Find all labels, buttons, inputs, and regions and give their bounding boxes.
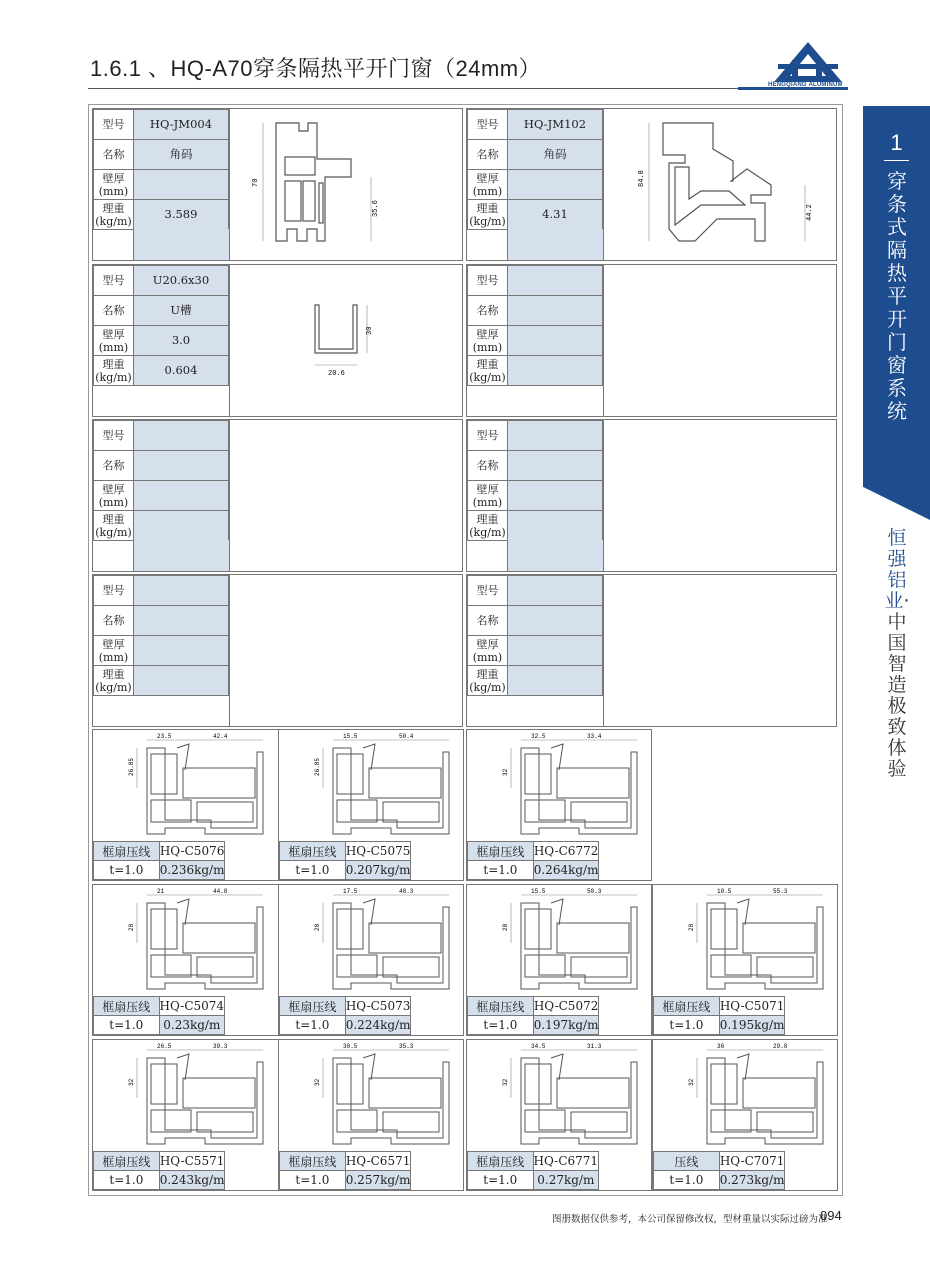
profile-jm004-drawing	[231, 109, 461, 259]
bead-drawing	[653, 1040, 837, 1152]
product-card	[466, 419, 837, 572]
spec-label-weight: 理重(kg/m)	[95, 512, 132, 539]
dim-label: 30	[366, 326, 374, 335]
spec-label-thickness: 壁厚(mm)	[468, 481, 508, 511]
chapter-number: 1	[890, 130, 903, 155]
spec-label-name: 名称	[94, 140, 134, 170]
bead-weight: 0.236kg/m	[159, 861, 225, 880]
spec-value-name	[507, 451, 602, 481]
dim-label: 44.8	[213, 888, 228, 895]
product-card	[92, 574, 463, 727]
bead-weight: 0.264kg/m	[533, 861, 599, 880]
spec-value-name: U槽	[133, 296, 228, 326]
product-card	[466, 574, 837, 727]
page-number: 094	[820, 1208, 842, 1223]
spec-label-weight: 理重(kg/m)	[469, 667, 506, 694]
spec-value-model	[507, 576, 602, 606]
spec-value-thickness	[507, 481, 602, 511]
brand-logo-text: HENGQIANG ALUMINUM	[768, 82, 843, 88]
bead-type: 框扇压线	[94, 997, 160, 1016]
bead-code: HQ-C6571	[345, 1152, 411, 1171]
bead-cell	[466, 884, 652, 1036]
dim-label: 84.8	[638, 170, 646, 187]
card-divider	[603, 265, 604, 416]
bead-weight: 0.197kg/m	[533, 1016, 599, 1035]
dim-label: 28	[128, 923, 135, 931]
spec-value-weight	[507, 511, 602, 541]
spec-label-weight: 理重(kg/m)	[95, 357, 132, 384]
spec-value-name: 角码	[133, 140, 228, 170]
dim-label: 32	[502, 768, 509, 776]
bead-code: HQ-C5076	[159, 842, 225, 861]
bead-type: 框扇压线	[654, 997, 720, 1016]
spec-value-weight	[507, 666, 602, 696]
dim-label: 10.5	[717, 888, 732, 895]
dim-label: 50.4	[399, 733, 414, 740]
bead-cell	[466, 729, 652, 881]
spec-label-name: 名称	[94, 606, 134, 636]
spec-label-name: 名称	[468, 140, 508, 170]
dim-label: 26.5	[157, 1043, 172, 1050]
profile-drawing	[605, 575, 836, 726]
bead-thickness: t=1.0	[280, 861, 346, 880]
bead-drawing	[467, 730, 651, 842]
bead-weight: 0.243kg/m	[159, 1171, 225, 1190]
bead-drawing	[653, 885, 837, 997]
spec-value-model	[133, 576, 228, 606]
spec-label-thickness: 壁厚(mm)	[468, 636, 508, 666]
spec-value-thickness	[507, 170, 602, 200]
spec-value-weight: 0.604	[133, 356, 228, 386]
bead-thickness: t=1.0	[654, 1016, 720, 1035]
bead-type: 框扇压线	[94, 1152, 160, 1171]
bead-weight: 0.257kg/m	[345, 1171, 411, 1190]
spec-label-weight: 理重(kg/m)	[95, 667, 132, 694]
card-divider	[603, 575, 604, 726]
bead-thickness: t=1.0	[468, 861, 534, 880]
bead-weight: 0.195kg/m	[719, 1016, 785, 1035]
bead-weight: 0.23kg/m	[159, 1016, 225, 1035]
bead-drawing	[93, 730, 278, 842]
bead-code: HQ-C6772	[533, 842, 599, 861]
dim-label: 28	[688, 923, 695, 931]
bead-code: HQ-C5075	[345, 842, 411, 861]
spec-value-model	[133, 421, 228, 451]
bead-code: HQ-C5072	[533, 997, 599, 1016]
spec-value-name	[507, 606, 602, 636]
bead-code: HQ-C5071	[719, 997, 785, 1016]
spec-value-thickness	[133, 636, 228, 666]
dim-label: 28	[502, 923, 509, 931]
dim-label: 32	[688, 1078, 695, 1086]
profile-jm102-drawing	[605, 109, 835, 259]
dim-label: 32	[502, 1078, 509, 1086]
bead-type: 压线	[654, 1152, 720, 1171]
bead-thickness: t=1.0	[94, 861, 160, 880]
bead-weight: 0.207kg/m	[345, 861, 411, 880]
spec-label-model: 型号	[468, 110, 508, 140]
spec-label-thickness: 壁厚(mm)	[94, 636, 134, 666]
bead-type: 框扇压线	[280, 842, 346, 861]
bead-code: HQ-C5073	[345, 997, 411, 1016]
spec-value-name	[133, 451, 228, 481]
spec-blank-area	[507, 540, 603, 571]
spec-blank-area	[133, 229, 229, 260]
bead-thickness: t=1.0	[280, 1171, 346, 1190]
spec-value-weight: 4.31	[507, 200, 602, 230]
chapter-divider	[884, 160, 909, 161]
spec-value-weight	[507, 356, 602, 386]
product-card	[466, 108, 837, 261]
dim-label: 44.2	[806, 204, 814, 221]
dim-label: 15.5	[531, 888, 546, 895]
spec-label-weight: 理重(kg/m)	[95, 201, 132, 228]
spec-label-model: 型号	[468, 266, 508, 296]
dim-label: 32	[128, 1078, 135, 1086]
spec-label-weight: 理重(kg/m)	[469, 512, 506, 539]
dim-label: 32.5	[531, 733, 546, 740]
dim-label: 34.5	[531, 1043, 546, 1050]
profile-drawing	[231, 109, 462, 260]
dim-label: 32	[314, 1078, 321, 1086]
bead-drawing	[467, 885, 651, 997]
bead-code: HQ-C6771	[533, 1152, 599, 1171]
product-card	[92, 108, 463, 261]
dim-label: 21	[157, 888, 165, 895]
bead-drawing	[279, 1040, 463, 1152]
bead-thickness: t=1.0	[468, 1016, 534, 1035]
dim-label: 35.3	[399, 1043, 414, 1050]
bead-cell	[278, 729, 464, 881]
bead-weight: 0.273kg/m	[719, 1171, 785, 1190]
spec-label-weight: 理重(kg/m)	[469, 201, 506, 228]
bead-drawing	[279, 730, 463, 842]
bead-cell	[92, 729, 279, 881]
spec-value-name: 角码	[507, 140, 602, 170]
spec-value-model	[507, 266, 602, 296]
profile-drawing	[231, 575, 462, 726]
spec-blank-area	[133, 540, 229, 571]
spec-label-thickness: 壁厚(mm)	[94, 481, 134, 511]
bead-code: HQ-C5074	[159, 997, 225, 1016]
dim-label: 33.4	[587, 733, 602, 740]
spec-value-model: HQ-JM004	[133, 110, 228, 140]
spec-label-model: 型号	[94, 110, 134, 140]
product-card	[466, 264, 837, 417]
dim-label: 50.3	[587, 888, 602, 895]
dim-label: 17.5	[343, 888, 358, 895]
spec-label-thickness: 壁厚(mm)	[468, 326, 508, 356]
profile-drawing	[605, 420, 836, 571]
bead-cell	[652, 884, 838, 1036]
bead-type: 框扇压线	[280, 997, 346, 1016]
product-card	[92, 419, 463, 572]
spec-value-name	[507, 296, 602, 326]
bead-type: 框扇压线	[468, 1152, 534, 1171]
profile-drawing	[605, 265, 836, 416]
bead-cell	[278, 884, 464, 1036]
spec-label-model: 型号	[94, 266, 134, 296]
profile-u-channel-drawing	[231, 265, 461, 415]
card-divider	[229, 109, 230, 260]
bead-drawing	[279, 885, 463, 997]
bead-code: HQ-C7071	[719, 1152, 785, 1171]
spec-value-thickness: 3.0	[133, 326, 228, 356]
spec-label-name: 名称	[468, 296, 508, 326]
brand-name: 恒强铝业	[884, 527, 907, 612]
dim-label: 28	[314, 923, 321, 931]
dim-label: 36	[717, 1043, 725, 1050]
dim-label: 39.3	[213, 1043, 228, 1050]
dim-label: 30.5	[343, 1043, 358, 1050]
spec-label-model: 型号	[468, 421, 508, 451]
spec-label-model: 型号	[94, 576, 134, 606]
spec-value-thickness	[507, 326, 602, 356]
brand-slogan	[882, 528, 912, 780]
bead-cell	[278, 1039, 464, 1191]
card-divider	[603, 109, 604, 260]
bead-thickness: t=1.0	[94, 1016, 160, 1035]
dim-label: 20.6	[328, 370, 345, 378]
spec-label-thickness: 壁厚(mm)	[468, 170, 508, 200]
spec-label-name: 名称	[468, 606, 508, 636]
dim-label: 26.85	[314, 757, 321, 776]
spec-label-weight: 理重(kg/m)	[469, 357, 506, 384]
bead-thickness: t=1.0	[654, 1171, 720, 1190]
product-card	[92, 264, 463, 417]
card-divider	[229, 575, 230, 726]
dim-label: 15.5	[343, 733, 358, 740]
chapter-title: 穿条式隔热平开门窗系统	[887, 169, 907, 423]
bead-weight: 0.27kg/m	[533, 1171, 599, 1190]
spec-label-model: 型号	[94, 421, 134, 451]
footer-note: 图册数据仅供参考，本公司保留修改权，型材重量以实际过磅为准	[552, 1214, 828, 1225]
bead-thickness: t=1.0	[94, 1171, 160, 1190]
header-rule	[88, 88, 738, 89]
bead-code: HQ-C5571	[159, 1152, 225, 1171]
spec-value-weight: 3.589	[133, 200, 228, 230]
spec-value-thickness	[507, 636, 602, 666]
brand-logo-icon	[772, 40, 844, 84]
spec-value-model: U20.6x30	[133, 266, 228, 296]
bead-thickness: t=1.0	[468, 1171, 534, 1190]
page-title: 1.6.1 、HQ-A70穿条隔热平开门窗（24mm）	[90, 56, 542, 81]
slogan: ·中国智造 极致体验	[887, 590, 910, 780]
card-divider	[229, 265, 230, 416]
spec-label-thickness: 壁厚(mm)	[94, 170, 134, 200]
spec-value-thickness	[133, 170, 228, 200]
spec-label-name: 名称	[468, 451, 508, 481]
dim-label: 70	[252, 178, 260, 187]
dim-label: 23.5	[157, 733, 172, 740]
card-divider	[229, 420, 230, 571]
bead-thickness: t=1.0	[280, 1016, 346, 1035]
dim-label: 35.6	[372, 200, 380, 217]
bead-type: 框扇压线	[468, 842, 534, 861]
bead-cell	[92, 884, 279, 1036]
dim-label: 31.3	[587, 1043, 602, 1050]
bead-drawing	[93, 1040, 278, 1152]
spec-label-model: 型号	[468, 576, 508, 606]
bead-type: 框扇压线	[280, 1152, 346, 1171]
spec-value-model	[507, 421, 602, 451]
bead-type: 框扇压线	[94, 842, 160, 861]
card-divider	[603, 420, 604, 571]
spec-value-weight	[133, 666, 228, 696]
dim-label: 55.3	[773, 888, 788, 895]
bead-type: 框扇压线	[468, 997, 534, 1016]
spec-blank-area	[507, 229, 603, 260]
spec-value-name	[133, 606, 228, 636]
dim-label: 42.4	[213, 733, 228, 740]
bead-cell	[466, 1039, 652, 1191]
profile-drawing	[605, 109, 836, 260]
spec-value-model: HQ-JM102	[507, 110, 602, 140]
spec-label-thickness: 壁厚(mm)	[94, 326, 134, 356]
spec-label-name: 名称	[94, 451, 134, 481]
bead-cell	[92, 1039, 279, 1191]
dim-label: 26.85	[128, 757, 135, 776]
profile-drawing	[231, 265, 462, 416]
bead-drawing	[93, 885, 278, 997]
profile-drawing	[231, 420, 462, 571]
bead-weight: 0.224kg/m	[345, 1016, 411, 1035]
spec-value-thickness	[133, 481, 228, 511]
dim-label: 48.3	[399, 888, 414, 895]
bead-cell	[652, 1039, 838, 1191]
bead-drawing	[467, 1040, 651, 1152]
spec-label-name: 名称	[94, 296, 134, 326]
spec-value-weight	[133, 511, 228, 541]
dim-label: 29.8	[773, 1043, 788, 1050]
